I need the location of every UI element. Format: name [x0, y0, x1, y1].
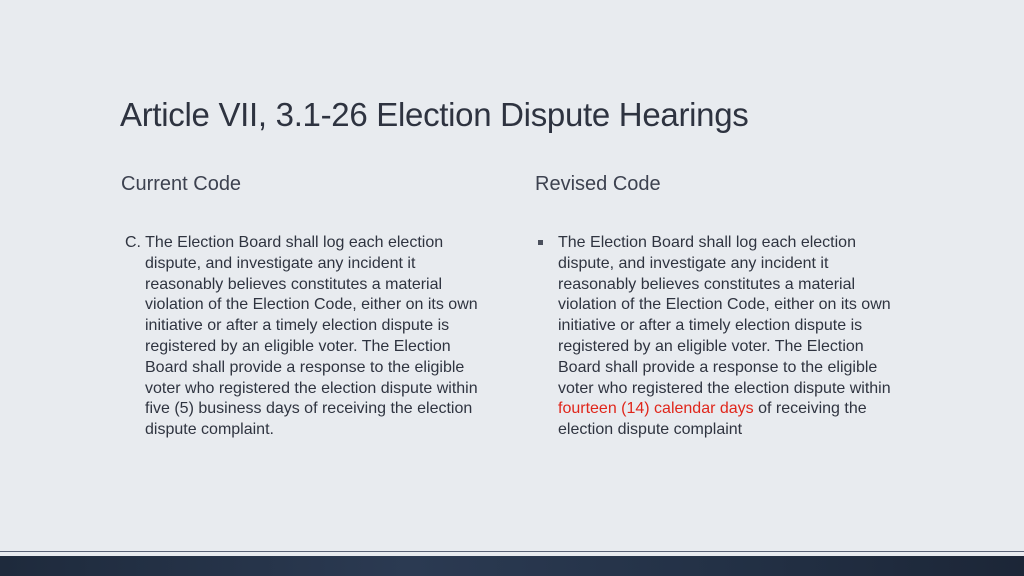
current-code-paragraph [125, 233, 495, 441]
current-code-text: The Election Board shall log each election dispute, and investigate any incident it reasonably believes constitutes a material violation of the Election Code, either on its own initiative or after a timely election dispute is registered by an eligible voter. The Election Board shall provide a response to the eligible voter who registered the election dispute within five (5) business days of receiving the election dispute complaint. [145, 234, 478, 439]
current-code-prefix: C. [125, 234, 146, 251]
current-code-heading: Current Code [121, 173, 242, 195]
current-code-body [125, 233, 495, 441]
slide-title: Article VII, 3.1-26 Election Dispute Hearings [120, 96, 749, 133]
revised-code-text-before: The Election Board shall log each election dispute, and investigate any incident it reasonably believes constitutes a material violation of the Election Code, either on its own initiative or after a timely election dispute is registered by an eligible voter. The Election Board shall provide a response to the eligible voter who registered the election dispute within [558, 234, 891, 397]
revised-code-heading: Revised Code [535, 173, 661, 195]
revised-code-highlight: fourteen (14) calendar days [558, 400, 754, 418]
square-bullet-icon [538, 240, 543, 245]
revised-code-body [538, 233, 908, 441]
revised-code-text-after: of receiving the election dispute complaint [558, 400, 867, 439]
bottom-bar [0, 556, 1024, 576]
bottom-divider [0, 551, 1024, 552]
revised-code-paragraph [538, 233, 908, 441]
